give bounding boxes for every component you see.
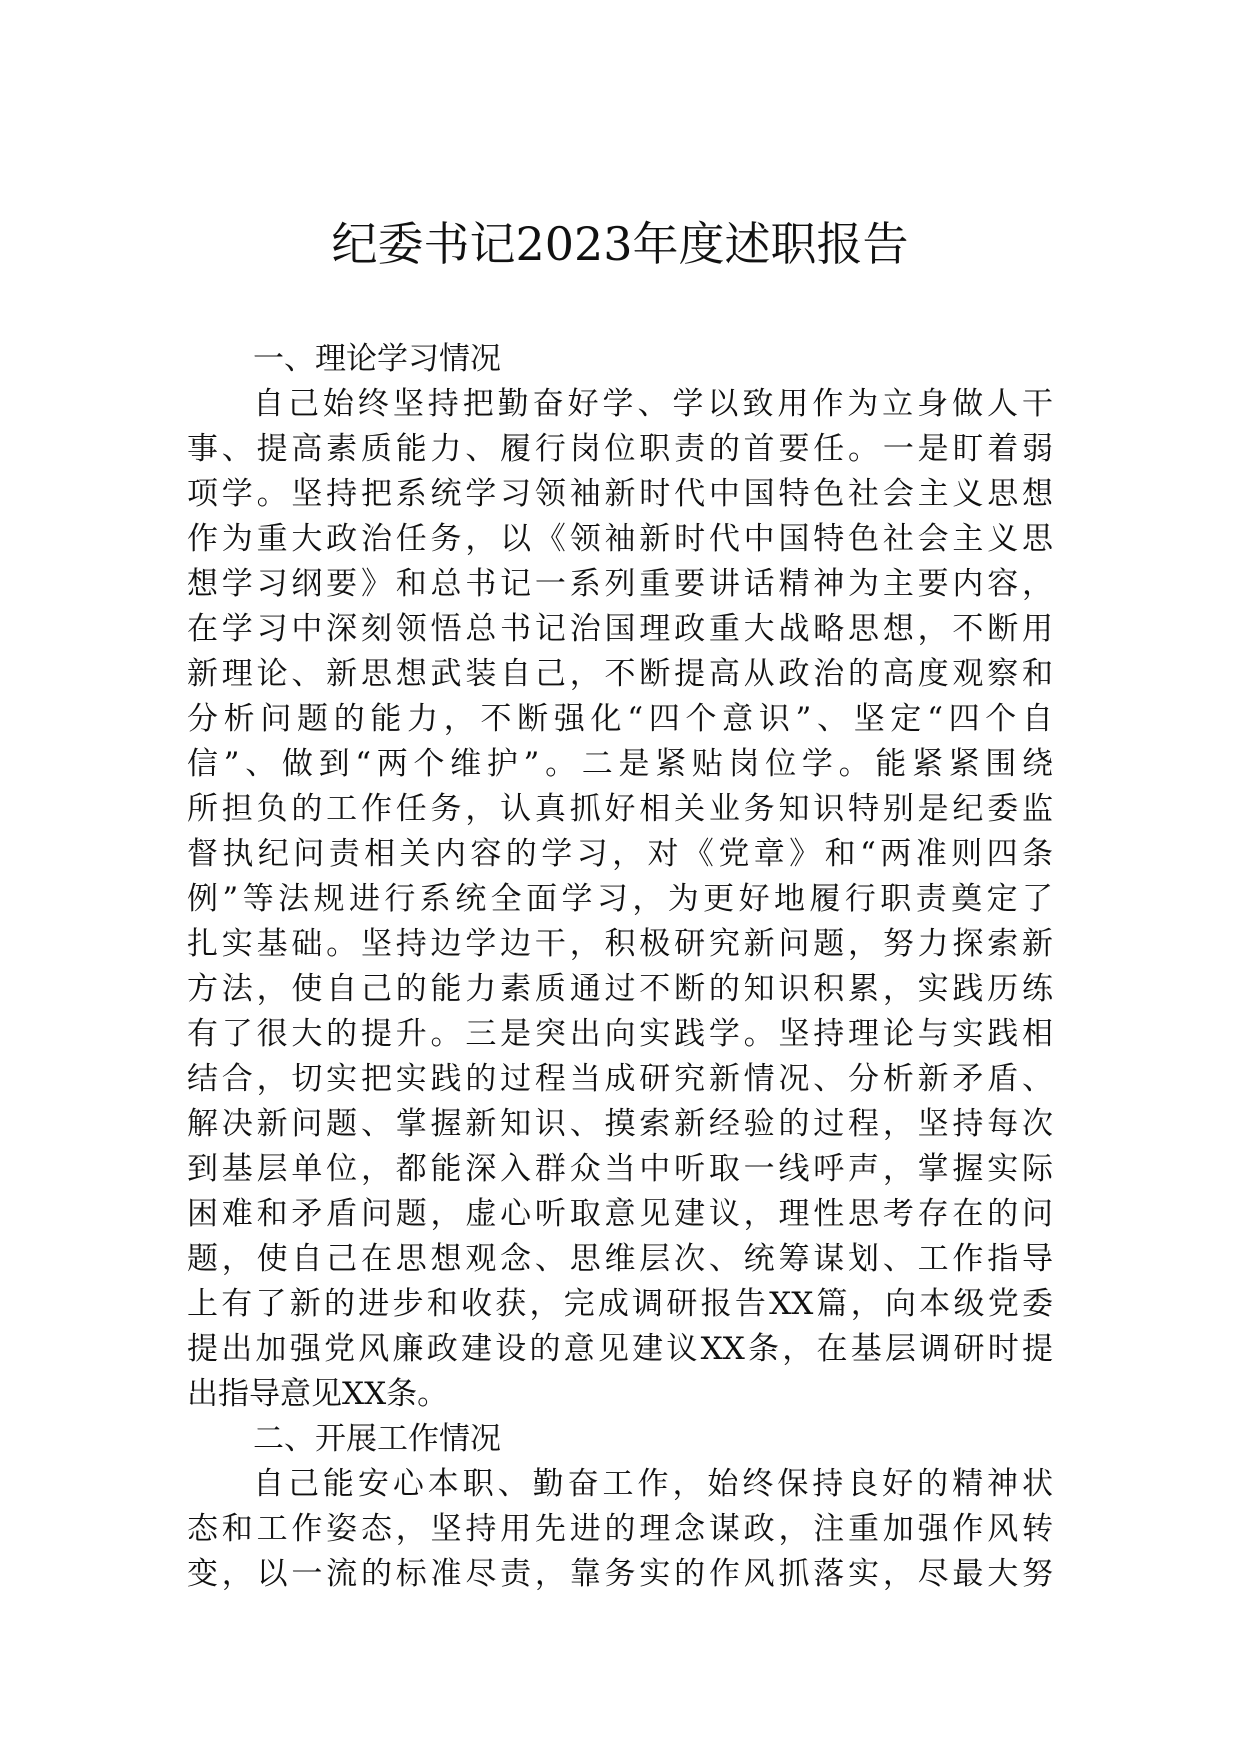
- paragraph-line: 自己始终坚持把勤奋好学、学以致用作为立身做人干: [253, 386, 1053, 422]
- section-heading-2: 二、开展工作情况: [253, 1421, 501, 1457]
- paragraph-line: 提出加强党风廉政建设的意见建议XX条，在基层调研时提: [187, 1331, 1053, 1367]
- paragraph-line: 题，使自己在思想观念、思维层次、统筹谋划、工作指导: [187, 1241, 1053, 1277]
- paragraph-line: 在学习中深刻领悟总书记治国理政重大战略思想，不断用: [187, 611, 1053, 647]
- paragraph-line: 方法，使自己的能力素质通过不断的知识积累，实践历练: [187, 971, 1053, 1007]
- paragraph-line: 所担负的工作任务，认真抓好相关业务知识特别是纪委监: [187, 791, 1053, 827]
- paragraph-line: 到基层单位，都能深入群众当中听取一线呼声，掌握实际: [187, 1151, 1053, 1187]
- document-body: [187, 337, 1053, 1597]
- paragraph-line: 扎实基础。坚持边学边干，积极研究新问题，努力探索新: [187, 926, 1053, 962]
- paragraph-line: 分析问题的能力，不断强化“四个意识”、坚定“四个自: [187, 701, 1053, 737]
- paragraph-line: 困难和矛盾问题，虚心听取意见建议，理性思考存在的问: [187, 1196, 1053, 1232]
- paragraph-line: 结合，切实把实践的过程当成研究新情况、分析新矛盾、: [187, 1061, 1053, 1097]
- paragraph-line: 变，以一流的标准尽责，靠务实的作风抓落实，尽最大努: [187, 1556, 1053, 1592]
- paragraph-line: 例”等法规进行系统全面学习，为更好地履行职责奠定了: [187, 881, 1053, 917]
- paragraph-line: 解决新问题、掌握新知识、摸索新经验的过程，坚持每次: [187, 1106, 1053, 1142]
- paragraph-line: 态和工作姿态，坚持用先进的理念谋政，注重加强作风转: [187, 1511, 1053, 1547]
- paragraph-line: 督执纪问责相关内容的学习，对《党章》和“两准则四条: [187, 836, 1053, 872]
- paragraph-line: 出指导意见XX条。: [187, 1376, 449, 1412]
- paragraph-line: 事、提高素质能力、履行岗位职责的首要任。一是盯着弱: [187, 431, 1053, 467]
- paragraph-line: 新理论、新思想武装自己，不断提高从政治的高度观察和: [187, 656, 1053, 692]
- paragraph-line: 上有了新的进步和收获，完成调研报告XX篇，向本级党委: [187, 1286, 1053, 1322]
- section-heading-1: 一、理论学习情况: [253, 341, 501, 377]
- paragraph-line: 信”、做到“两个维护”。二是紧贴岗位学。能紧紧围绕: [187, 746, 1053, 782]
- paragraph-line: 自己能安心本职、勤奋工作，始终保持良好的精神状: [253, 1466, 1053, 1502]
- paragraph-line: 想学习纲要》和总书记一系列重要讲话精神为主要内容，: [187, 566, 1053, 602]
- document-title: 纪委书记2023年度述职报告: [331, 217, 909, 271]
- paragraph-line: 有了很大的提升。三是突出向实践学。坚持理论与实践相: [187, 1016, 1053, 1052]
- paragraph-line: 项学。坚持把系统学习领袖新时代中国特色社会主义思想: [187, 476, 1053, 512]
- paragraph-line: 作为重大政治任务，以《领袖新时代中国特色社会主义思: [187, 521, 1053, 557]
